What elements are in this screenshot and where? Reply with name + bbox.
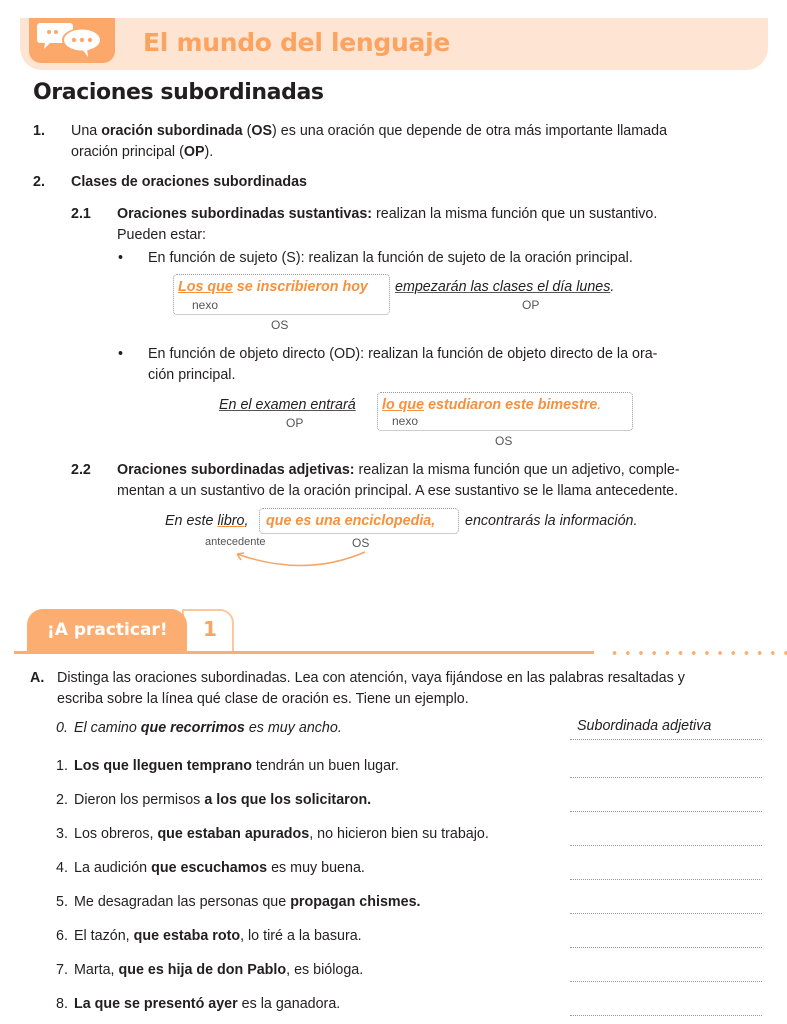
exercise-text: Dieron los permisos: [74, 792, 205, 808]
subsection-2-2-number: 2.2: [71, 462, 91, 478]
exercise-number: 4.: [56, 860, 68, 876]
label-os: OS: [271, 318, 289, 332]
label-op: OP: [286, 416, 304, 430]
exercise-text: tendrán un buen lugar.: [251, 758, 399, 774]
section-1-number: 1.: [33, 123, 45, 139]
answer-line[interactable]: [570, 845, 762, 846]
antecedent-arrow-icon: [225, 548, 375, 573]
exercise-text: , es bióloga.: [286, 962, 364, 978]
exercise-number: 7.: [56, 962, 68, 978]
exercise-item: [56, 792, 371, 808]
answer-line[interactable]: [570, 913, 762, 914]
exercise-number: 2.: [56, 792, 68, 808]
exercise-item: [56, 720, 342, 736]
activity-letter: A.: [30, 670, 45, 686]
exercise-text: Me desagradan las personas que: [74, 894, 291, 910]
section-2-title: Clases de oraciones subordinadas: [71, 174, 307, 190]
exercise-highlighted-text: que estaban apurados: [157, 826, 310, 842]
header-title: El mundo del lenguaje: [143, 28, 451, 57]
exercise-text: El camino: [74, 720, 141, 736]
exercise-text: es muy buena.: [267, 860, 365, 876]
answer-line[interactable]: [570, 811, 762, 812]
bullet-icon: •: [118, 250, 124, 266]
exercise-highlighted-text: Los que lleguen temprano: [74, 758, 252, 774]
exercise-text: es muy ancho.: [244, 720, 342, 736]
exercise-text: Los obreros,: [74, 826, 158, 842]
header-icon-box: [29, 18, 115, 63]
exercise-highlighted-text: que es hija de don Pablo: [118, 962, 287, 978]
practice-divider: [14, 651, 594, 654]
exercise-text: El tazón,: [74, 928, 134, 944]
exercise-highlighted-text: a los que los solicitaron.: [204, 792, 372, 808]
exercise-text: , no hicieron bien su trabajo.: [309, 826, 489, 842]
answer-line[interactable]: [570, 739, 762, 740]
exercise-highlighted-text: La que se presentó ayer: [74, 996, 238, 1012]
example-2-os: lo que estudiaron este bimestre.: [382, 397, 602, 413]
page-title: Oraciones subordinadas: [33, 80, 324, 105]
answer-line[interactable]: [570, 1015, 762, 1016]
example-3-os: que es una enciclopedia,: [266, 513, 436, 529]
exercise-highlighted-text: que estaba roto: [133, 928, 241, 944]
bullet-icon: •: [118, 346, 124, 362]
answer-line[interactable]: [570, 879, 762, 880]
exercise-item: [56, 996, 340, 1012]
subsection-2-2-text: Oraciones subordinadas adjetivas: realizan la misma función que un adjetivo, comple- mentan a un sustantivo de la oración principal. A ese sustantivo se le llama antecedente.: [117, 462, 680, 499]
example-2-op: En el examen entrará: [219, 397, 356, 413]
exercise-highlighted-text: que escuchamos: [151, 860, 268, 876]
answer-line[interactable]: [570, 981, 762, 982]
example-3-pre: En este libro,: [165, 513, 249, 529]
exercise-number: 5.: [56, 894, 68, 910]
exercise-item: [56, 894, 421, 910]
answer-text: Subordinada adjetiva: [577, 718, 712, 734]
practice-number: 1: [203, 617, 217, 641]
section-2-number: 2.: [33, 174, 45, 190]
practice-dotted-divider: [608, 651, 787, 655]
exercise-number: 3.: [56, 826, 68, 842]
exercise-number: 0.: [56, 720, 68, 736]
section-1-text: Una oración subordinada (OS) es una oración que depende de otra más importante llamada oración principal (OP).: [71, 123, 668, 160]
practice-tab-label: ¡A practicar!: [47, 620, 168, 640]
exercise-number: 1.: [56, 758, 68, 774]
exercise-item: [56, 826, 489, 842]
bullet-direct-object: En función de objeto directo (OD): realizan la función de objeto directo de la ora- ción principal.: [148, 346, 658, 383]
speech-bubbles-icon: [36, 21, 108, 61]
label-os: OS: [495, 434, 513, 448]
answer-line[interactable]: [570, 947, 762, 948]
exercise-highlighted-text: propagan chismes.: [290, 894, 421, 910]
exercise-text: es la ganadora.: [237, 996, 341, 1012]
label-antecedent: antecedente: [205, 536, 266, 548]
label-nexo: nexo: [392, 414, 419, 428]
label-op: OP: [522, 298, 540, 312]
exercise-item: [56, 928, 362, 944]
exercise-item: [56, 860, 365, 876]
example-1-op: empezarán las clases el día lunes.: [395, 279, 615, 295]
exercise-text: Marta,: [74, 962, 119, 978]
label-nexo: nexo: [192, 298, 219, 312]
exercise-item: [56, 758, 399, 774]
subsection-2-1-number: 2.1: [71, 206, 91, 222]
exercise-item: [56, 962, 363, 978]
exercise-text: , lo tiré a la basura.: [240, 928, 362, 944]
example-1-os: Los que se inscribieron hoy: [178, 279, 368, 295]
exercise-highlighted-text: que recorrimos: [140, 720, 245, 736]
bullet-subject: En función de sujeto (S): realizan la función de sujeto de la oración principal.: [148, 250, 633, 266]
answer-line[interactable]: [570, 777, 762, 778]
label-os: OS: [352, 536, 370, 550]
subsection-2-1-text: Oraciones subordinadas sustantivas: realizan la misma función que un sustantivo. Pueden estar:: [117, 206, 658, 243]
exercise-number: 6.: [56, 928, 68, 944]
exercise-number: 8.: [56, 996, 68, 1012]
activity-instructions: Distinga las oraciones subordinadas. Lea con atención, vaya fijándose en las palabras resaltadas y escriba sobre la línea qué clase de oración es. Tiene un ejemplo.: [57, 670, 685, 707]
exercise-text: La audición: [74, 860, 152, 876]
example-3-post: encontrarás la información.: [465, 513, 638, 529]
antecedent-word: libro: [217, 513, 245, 529]
